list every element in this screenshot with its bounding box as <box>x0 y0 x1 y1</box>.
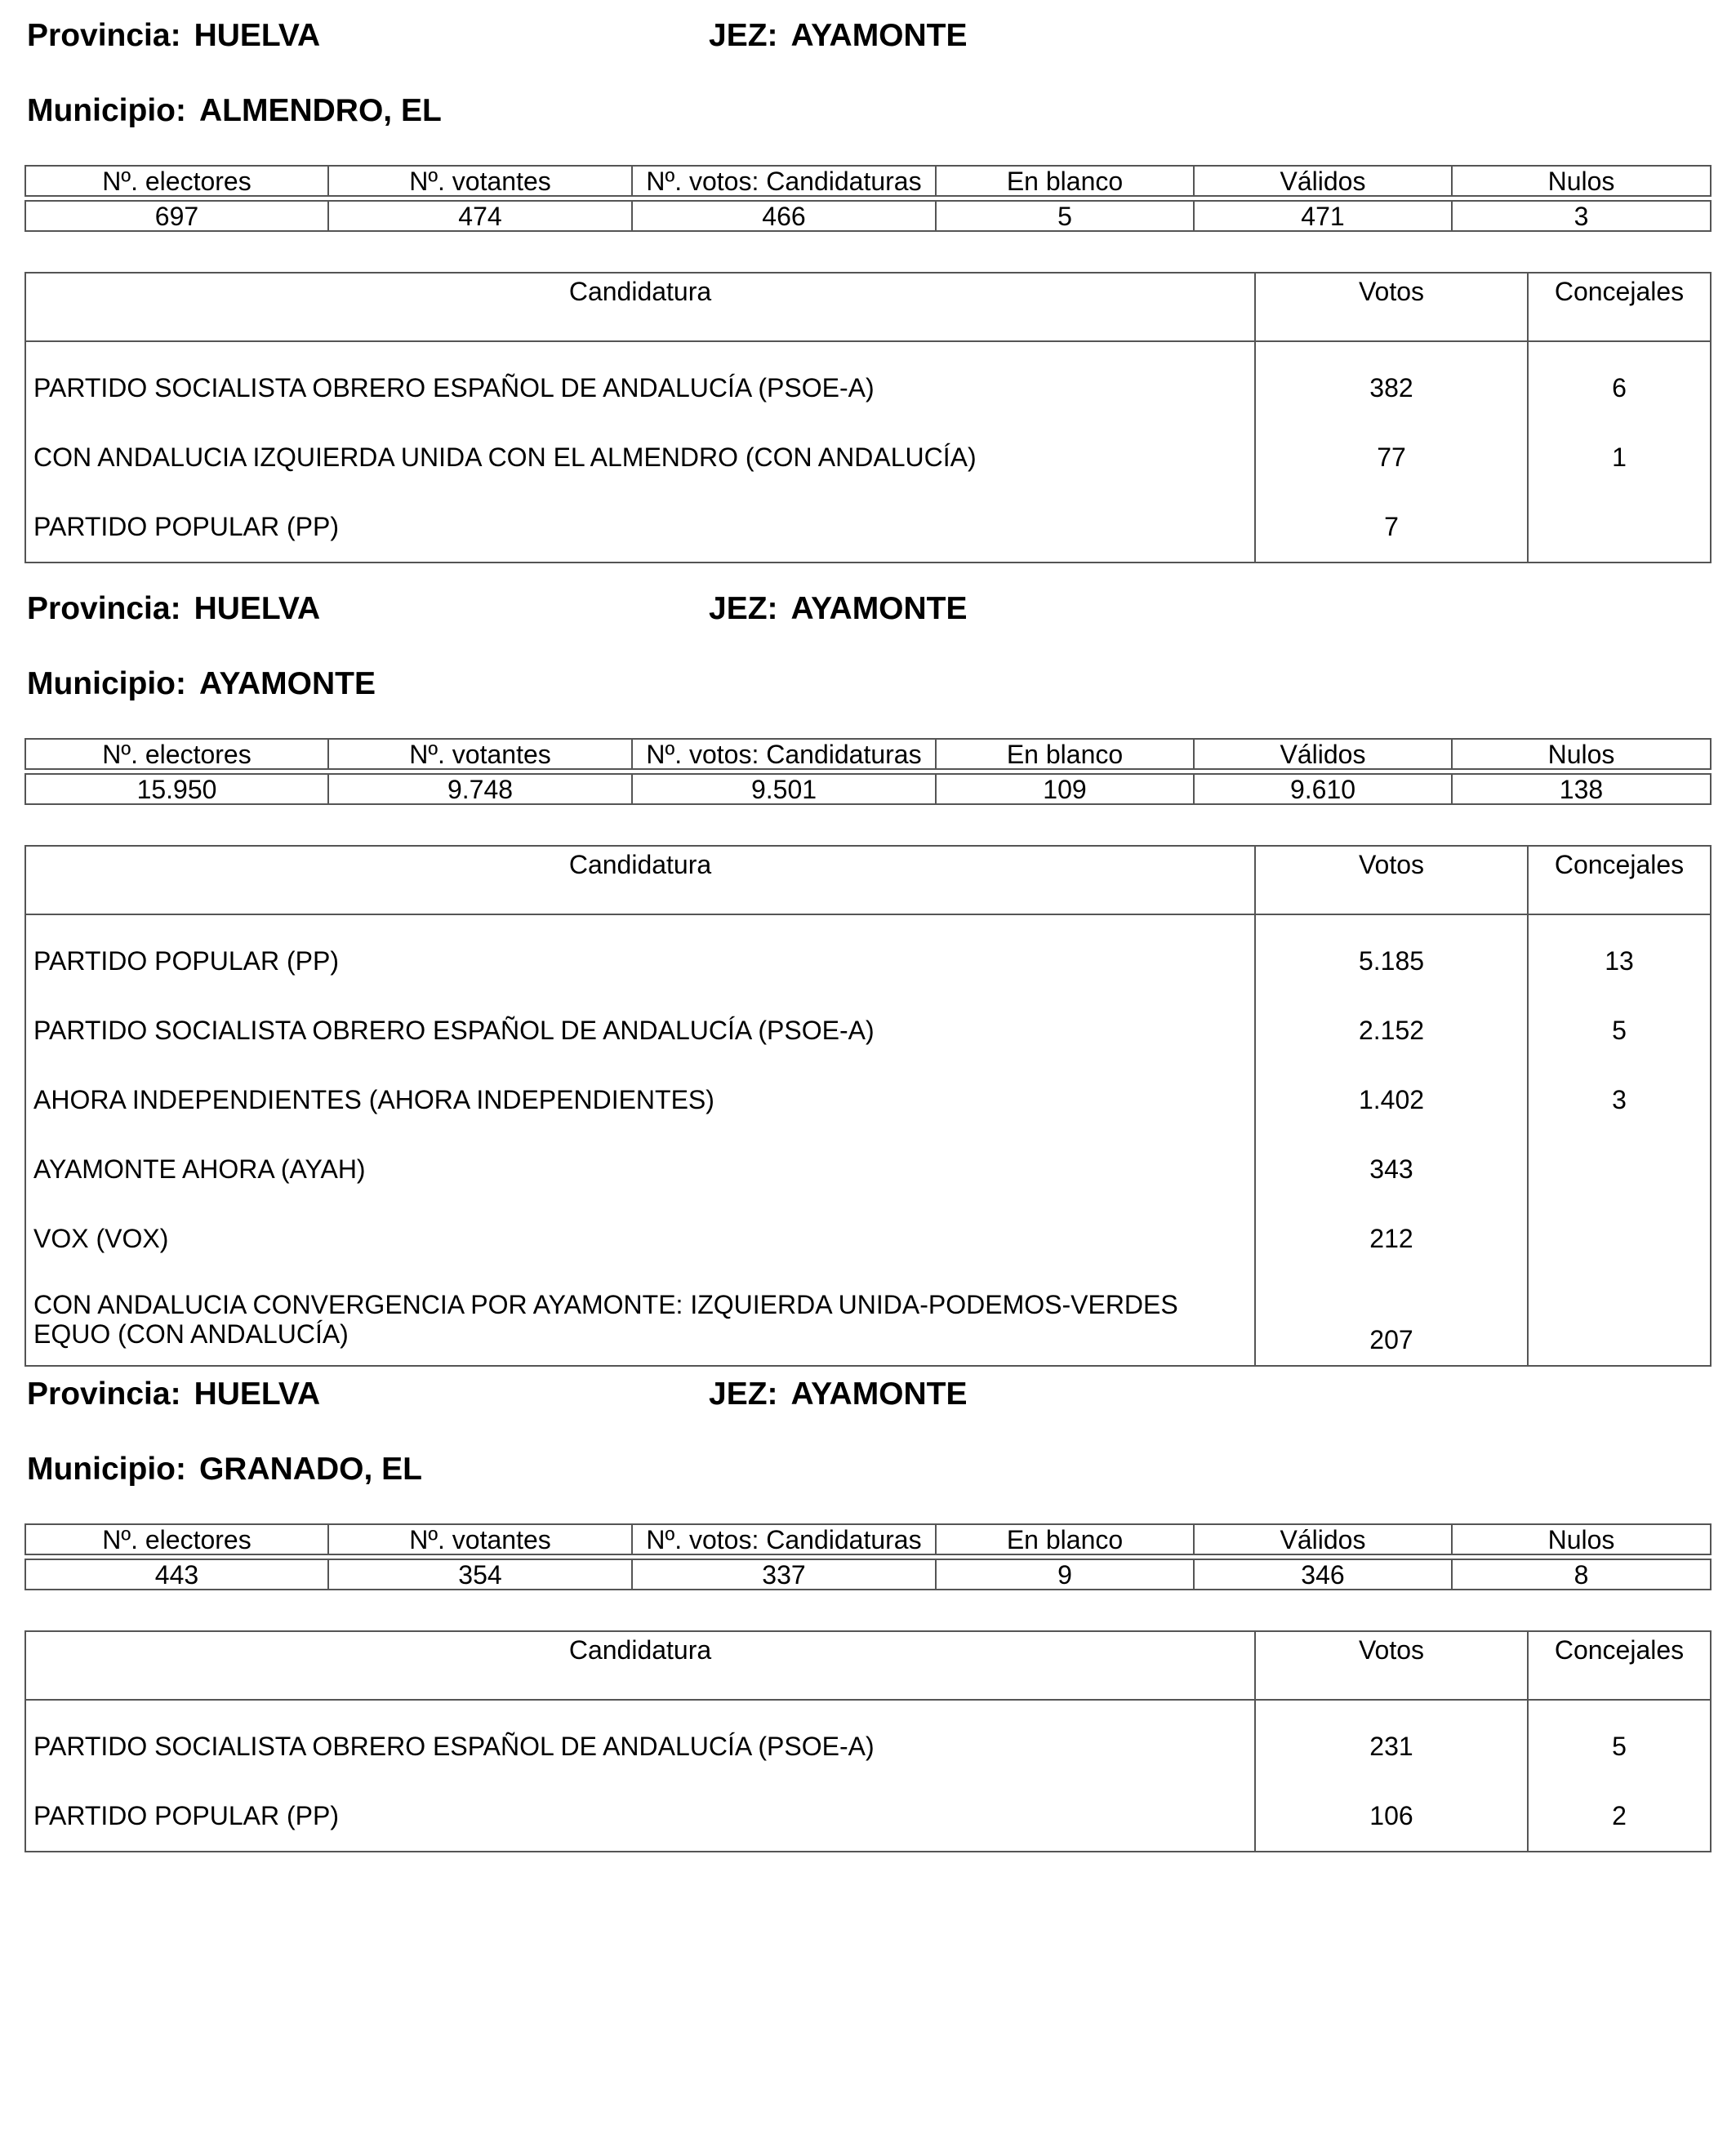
provincia-line <box>27 16 320 56</box>
table-row <box>25 423 1711 492</box>
stats-header-votantes: Nº. votantes <box>328 166 632 196</box>
stats-header-nulos: Nulos <box>1452 739 1711 769</box>
provincia-label: Provincia: <box>27 591 181 626</box>
cand-header-row <box>25 1631 1711 1700</box>
cand-votos: 7 <box>1255 492 1528 563</box>
stats-header-votos-candidaturas: Nº. votos: Candidaturas <box>632 166 936 196</box>
stats-header-validos: Válidos <box>1194 1524 1452 1554</box>
stats-header-en-blanco: En blanco <box>936 166 1194 196</box>
stats-header-row <box>25 166 1711 196</box>
cand-name: CON ANDALUCIA IZQUIERDA UNIDA CON EL ALMENDRO (CON ANDALUCÍA) <box>25 423 1255 492</box>
table-row <box>25 1712 1711 1781</box>
stats-header-row <box>25 739 1711 769</box>
municipio-label: Municipio: <box>27 666 186 701</box>
cand-header-votos: Votos <box>1255 273 1528 341</box>
municipio-value: ALMENDRO, EL <box>198 93 442 128</box>
cand-name: PARTIDO POPULAR (PP) <box>25 927 1255 996</box>
municipio-label: Municipio: <box>27 93 186 128</box>
stats-value-validos: 346 <box>1194 1559 1452 1590</box>
stats-table <box>24 738 1712 770</box>
stats-table <box>24 1523 1712 1555</box>
jez-label: JEZ: <box>709 18 778 53</box>
cand-concejales: 1 <box>1528 423 1711 492</box>
cand-votos: 343 <box>1255 1135 1528 1204</box>
cand-concejales: 2 <box>1528 1781 1711 1852</box>
stats-value-votos-candidaturas: 9.501 <box>632 774 936 804</box>
cand-votos: 1.402 <box>1255 1065 1528 1135</box>
stats-value-validos: 471 <box>1194 201 1452 231</box>
cand-concejales: 5 <box>1528 1712 1711 1781</box>
cand-concejales: 6 <box>1528 354 1711 423</box>
candidaturas-table <box>24 845 1712 1367</box>
cand-votos: 106 <box>1255 1781 1528 1852</box>
stats-value-row <box>25 1559 1711 1590</box>
municipio-value: AYAMONTE <box>198 666 376 701</box>
cand-name-line-1: CON ANDALUCIA CONVERGENCIA POR AYAMONTE: IZQUIERDA UNIDA-PODEMOS-VERDES <box>33 1290 1178 1319</box>
provincia-label: Provincia: <box>27 1376 181 1412</box>
cand-header-votos: Votos <box>1255 846 1528 914</box>
stats-value-en-blanco: 109 <box>936 774 1194 804</box>
municipio-line <box>27 91 442 131</box>
table-row <box>25 1204 1711 1274</box>
stats-values-table <box>24 773 1712 805</box>
cand-header-candidatura: Candidatura <box>25 273 1255 341</box>
cand-header-row <box>25 273 1711 341</box>
jez-line <box>709 16 968 56</box>
provincia-value: HUELVA <box>194 591 321 626</box>
stats-header-nulos: Nulos <box>1452 166 1711 196</box>
stats-header-votantes: Nº. votantes <box>328 739 632 769</box>
cand-votos: 382 <box>1255 354 1528 423</box>
cand-votos: 207 <box>1255 1274 1528 1366</box>
table-row <box>25 1065 1711 1135</box>
cand-name: AYAMONTE AHORA (AYAH) <box>25 1135 1255 1204</box>
cand-name: VOX (VOX) <box>25 1204 1255 1274</box>
cand-concejales: 5 <box>1528 996 1711 1065</box>
stats-header-votos-candidaturas: Nº. votos: Candidaturas <box>632 1524 936 1554</box>
stats-value-row <box>25 201 1711 231</box>
cand-votos: 5.185 <box>1255 927 1528 996</box>
stats-values-table <box>24 200 1712 232</box>
stats-value-votos-candidaturas: 466 <box>632 201 936 231</box>
table-row <box>25 1274 1711 1366</box>
cand-header-votos: Votos <box>1255 1631 1528 1700</box>
cand-concejales <box>1528 1204 1711 1274</box>
cand-concejales <box>1528 1274 1711 1366</box>
municipio-value: GRANADO, EL <box>198 1452 422 1487</box>
provincia-value: HUELVA <box>194 1376 321 1412</box>
cand-header-row <box>25 846 1711 914</box>
stats-value-validos: 9.610 <box>1194 774 1452 804</box>
cand-name: PARTIDO SOCIALISTA OBRERO ESPAÑOL DE ANDALUCÍA (PSOE-A) <box>25 354 1255 423</box>
jez-line <box>709 589 968 629</box>
cand-name: PARTIDO POPULAR (PP) <box>25 492 1255 563</box>
cand-header-candidatura: Candidatura <box>25 1631 1255 1700</box>
table-row <box>25 1781 1711 1852</box>
jez-label: JEZ: <box>709 591 778 626</box>
stats-value-votantes: 474 <box>328 201 632 231</box>
stats-value-votantes: 354 <box>328 1559 632 1590</box>
stats-value-electores: 697 <box>25 201 328 231</box>
stats-value-nulos: 8 <box>1452 1559 1711 1590</box>
stats-header-validos: Válidos <box>1194 166 1452 196</box>
cand-header-concejales: Concejales <box>1528 273 1711 341</box>
jez-value: AYAMONTE <box>790 591 968 626</box>
stats-value-nulos: 138 <box>1452 774 1711 804</box>
provincia-line <box>27 589 320 629</box>
cand-concejales <box>1528 1135 1711 1204</box>
stats-header-votantes: Nº. votantes <box>328 1524 632 1554</box>
stats-value-electores: 443 <box>25 1559 328 1590</box>
stats-header-nulos: Nulos <box>1452 1524 1711 1554</box>
jez-line <box>709 1375 968 1414</box>
stats-value-electores: 15.950 <box>25 774 328 804</box>
stats-values-table <box>24 1559 1712 1590</box>
table-row <box>25 354 1711 423</box>
table-row <box>25 492 1711 563</box>
cand-name-line-2: EQUO (CON ANDALUCÍA) <box>33 1319 349 1349</box>
stats-header-electores: Nº. electores <box>25 739 328 769</box>
cand-header-candidatura: Candidatura <box>25 846 1255 914</box>
stats-value-en-blanco: 9 <box>936 1559 1194 1590</box>
jez-label: JEZ: <box>709 1376 778 1412</box>
cand-header-concejales: Concejales <box>1528 846 1711 914</box>
cand-votos: 231 <box>1255 1712 1528 1781</box>
cand-votos: 2.152 <box>1255 996 1528 1065</box>
municipio-line <box>27 1450 422 1489</box>
provincia-label: Provincia: <box>27 18 181 53</box>
cand-name: PARTIDO SOCIALISTA OBRERO ESPAÑOL DE ANDALUCÍA (PSOE-A) <box>25 996 1255 1065</box>
stats-value-votantes: 9.748 <box>328 774 632 804</box>
stats-header-electores: Nº. electores <box>25 1524 328 1554</box>
cand-name: PARTIDO SOCIALISTA OBRERO ESPAÑOL DE ANDALUCÍA (PSOE-A) <box>25 1712 1255 1781</box>
stats-value-votos-candidaturas: 337 <box>632 1559 936 1590</box>
cand-name: PARTIDO POPULAR (PP) <box>25 1781 1255 1852</box>
cand-concejales <box>1528 492 1711 563</box>
table-row <box>25 996 1711 1065</box>
stats-value-nulos: 3 <box>1452 201 1711 231</box>
stats-header-en-blanco: En blanco <box>936 739 1194 769</box>
provincia-value: HUELVA <box>194 18 321 53</box>
table-row <box>25 1135 1711 1204</box>
candidaturas-table <box>24 272 1712 563</box>
stats-header-votos-candidaturas: Nº. votos: Candidaturas <box>632 739 936 769</box>
cand-concejales: 13 <box>1528 927 1711 996</box>
stats-header-validos: Válidos <box>1194 739 1452 769</box>
cand-header-concejales: Concejales <box>1528 1631 1711 1700</box>
cand-concejales: 3 <box>1528 1065 1711 1135</box>
jez-value: AYAMONTE <box>790 1376 968 1412</box>
stats-value-en-blanco: 5 <box>936 201 1194 231</box>
stats-value-row <box>25 774 1711 804</box>
cand-votos: 212 <box>1255 1204 1528 1274</box>
candidaturas-table <box>24 1630 1712 1852</box>
jez-value: AYAMONTE <box>790 18 968 53</box>
stats-header-row <box>25 1524 1711 1554</box>
provincia-line <box>27 1375 320 1414</box>
table-row <box>25 927 1711 996</box>
municipio-label: Municipio: <box>27 1452 186 1487</box>
stats-header-en-blanco: En blanco <box>936 1524 1194 1554</box>
stats-table <box>24 165 1712 197</box>
cand-name: AHORA INDEPENDIENTES (AHORA INDEPENDIENTES) <box>25 1065 1255 1135</box>
cand-votos: 77 <box>1255 423 1528 492</box>
stats-header-electores: Nº. electores <box>25 166 328 196</box>
municipio-line <box>27 665 376 704</box>
cand-name <box>25 1274 1255 1366</box>
